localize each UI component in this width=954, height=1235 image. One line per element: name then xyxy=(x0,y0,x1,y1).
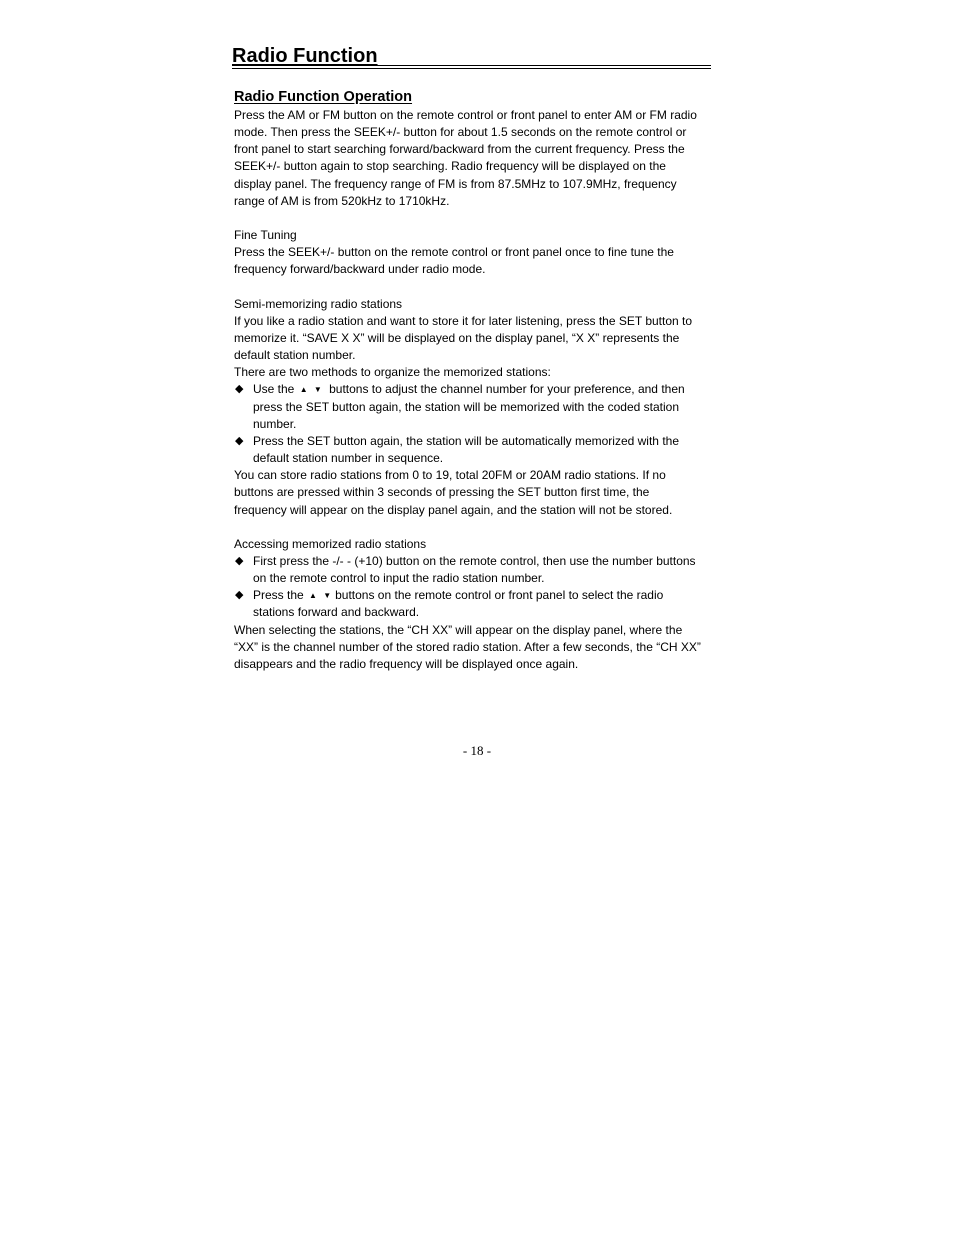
paragraph-line: mode. Then press the SEEK+/- button for about 1.5 seconds on the remote control or xyxy=(234,125,687,140)
page-header xyxy=(232,44,711,68)
paragraph-line: Press the SEEK+/- button on the remote control or front panel once to fine tune the xyxy=(234,245,674,260)
bullet-continuation: press the SET button again, the station will be memorized with the coded station xyxy=(253,399,680,414)
bullet-continuation: stations forward and backward. xyxy=(253,605,420,620)
bullet-item xyxy=(234,433,724,450)
paragraph-line: frequency will appear on the display panel again, and the station will not be stored. xyxy=(234,502,673,517)
bullet-text: Press the SET button again, the station will be automatically memorized with the xyxy=(253,433,679,448)
paragraph-line: “XX” is the channel number of the stored radio station. After a few seconds, the “CH XX” xyxy=(234,639,701,654)
document-body xyxy=(234,88,724,673)
paragraph-line: buttons are pressed within 3 seconds of pressing the SET button first time, the xyxy=(234,485,650,500)
up-down-arrows-icon: ▲ ▼ xyxy=(299,385,324,395)
spacer xyxy=(234,210,724,227)
section-title: Radio Function Operation xyxy=(234,89,413,105)
up-down-arrows-icon: ▲ ▼ xyxy=(309,591,334,601)
bullet-item xyxy=(234,587,724,604)
bullet-text-before: Use the xyxy=(253,382,295,397)
paragraph-line: range of AM is from 520kHz to 1710kHz. xyxy=(234,193,450,208)
bullet-continuation: on the remote control to input the radio station number. xyxy=(253,571,545,586)
paragraph-line: SEEK+/- button again to stop searching. Radio frequency will be displayed on the xyxy=(234,159,666,174)
subheading-fine-tuning: Fine Tuning xyxy=(234,228,297,243)
bullet-text-before: Press the xyxy=(253,588,304,603)
subheading-accessing: Accessing memorized radio stations xyxy=(234,536,427,551)
diamond-bullet-icon: ◆ xyxy=(235,434,244,447)
paragraph-line: If you like a radio station and want to store it for later listening, press the SET button to xyxy=(234,313,693,328)
title-rule-secondary xyxy=(232,68,711,69)
diamond-bullet-icon: ◆ xyxy=(235,589,244,602)
paragraph-line: disappears and the radio frequency will be displayed once again. xyxy=(234,656,579,671)
diamond-bullet-icon: ◆ xyxy=(235,383,244,396)
bullet-text-after: buttons on the remote control or front panel to select the radio xyxy=(335,588,664,603)
page-number: - 18 - xyxy=(462,743,492,758)
bullet-continuation: default station number in sequence. xyxy=(253,451,444,466)
diamond-bullet-icon: ◆ xyxy=(235,555,244,568)
page-title: Radio Function xyxy=(232,45,378,67)
bullet-item xyxy=(234,553,724,570)
paragraph-line: front panel to start searching forward/backward from the current frequency. Press the xyxy=(234,142,685,157)
paragraph-line: display panel. The frequency range of FM is from 87.5MHz to 107.9MHz, frequency xyxy=(234,176,677,191)
paragraph-line: When selecting the stations, the “CH XX” will appear on the display panel, where the xyxy=(234,622,683,637)
spacer xyxy=(234,519,724,536)
paragraph-line: memorize it. “SAVE X X” will be displayed on the display panel, “X X” represents the xyxy=(234,331,680,345)
paragraph-line: You can store radio stations from 0 to 19, total 20FM or 20AM radio stations. If no xyxy=(234,468,666,483)
bullet-item xyxy=(234,381,724,398)
title-rule xyxy=(232,65,711,66)
bullet-continuation: number. xyxy=(253,416,297,431)
spacer xyxy=(234,279,724,296)
subheading-semi-memorizing: Semi-memorizing radio stations xyxy=(234,296,403,311)
paragraph-line: default station number. xyxy=(234,348,356,363)
bullet-text-after: buttons to adjust the channel number for your preference, and then xyxy=(329,382,685,397)
bullet-text: First press the -/- - (+10) button on the remote control, then use the number buttons xyxy=(253,554,696,569)
paragraph-line: There are two methods to organize the memorized stations: xyxy=(234,365,551,380)
paragraph-line: frequency forward/backward under radio mode. xyxy=(234,262,486,277)
paragraph-line: Press the AM or FM button on the remote control or front panel to enter AM or FM radio xyxy=(234,108,697,122)
